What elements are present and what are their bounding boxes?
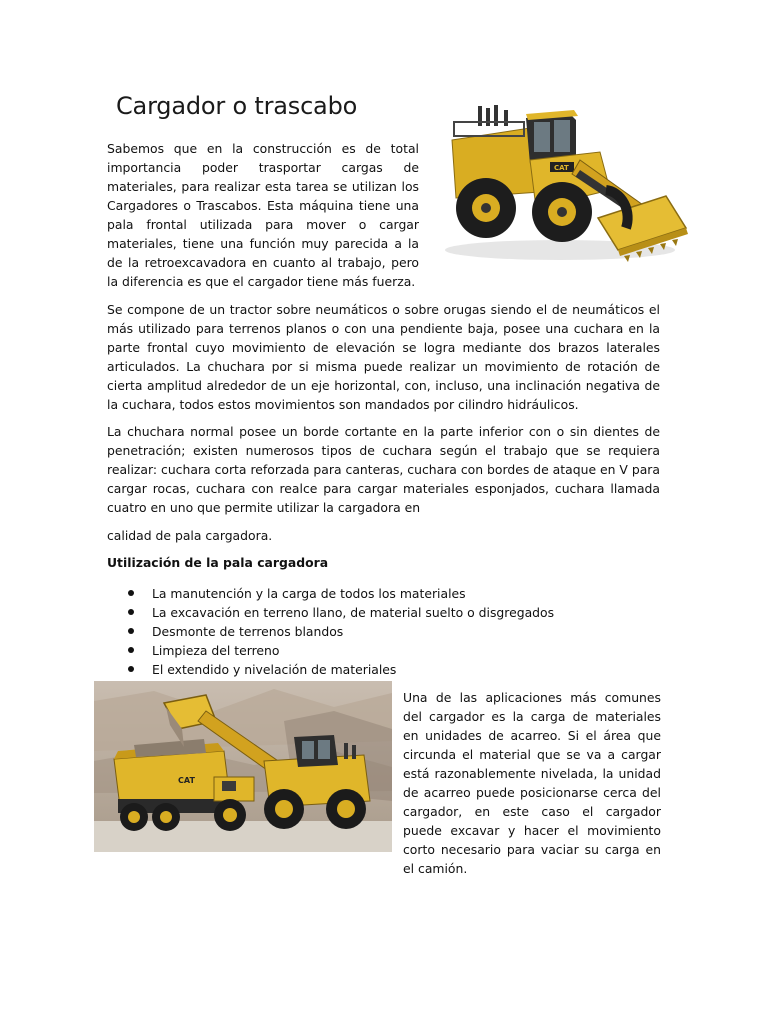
bucket-paragraph-continued: calidad de pala cargadora. [107, 528, 273, 543]
loading-truck-image [94, 681, 392, 852]
application-paragraph: Una de las aplicaciones más comunes del cargador es la carga de materiales en unidades de acarreo. Si el área que circunda el material que se va a cargar está razonablemente nivelada, la unidad de acarreo puede posicionarse cerca del cargador, en este caso el cargador puede excavar y hacer el movimiento corto necesario para vaciar su carga en el camión. [403, 690, 661, 876]
wheel-loader-image [430, 100, 692, 272]
truck-logo: CAT [178, 776, 195, 785]
intro-paragraph: Sabemos que en la construcción es de total importancia poder trasportar cargas de materiales, para realizar esta tarea se utilizan los Cargadores o Trascabos. Esta máquina tiene una pala frontal utilizada para mover o cargar materiales, tiene una función muy parecida a la de la retroexcavadora en cuanto al trabajo, pero la diferencia es que el cargador tiene más fuerza. [107, 141, 419, 289]
list-item: Limpieza del terreno [128, 641, 554, 660]
wheel-loader-illustration [430, 100, 692, 272]
list-item: Desmonte de terrenos blandos [128, 622, 554, 641]
list-item: La excavación en terreno llano, de material suelto o disgregados [128, 603, 554, 622]
uses-list [128, 584, 554, 679]
quarry-loading-illustration [94, 681, 392, 852]
bucket-paragraph: La chuchara normal posee un borde cortante en la parte inferior con o sin dientes de penetración; existen numerosos tipos de cuchara según el trabajo que se requiera realizar: cuchara corta reforzada para canteras, cuchara con bordes de ataque en V para cargar rocas, cuchara con realce para cargar materiales esponjados, cuchara llamada cuatro en uno que permite utilizar la cargadora en [107, 424, 660, 515]
section-heading: Utilización de la pala cargadora [107, 555, 329, 570]
list-item: El extendido y nivelación de materiales [128, 660, 554, 679]
loader-logo: CAT [554, 164, 569, 172]
list-item: La manutención y la carga de todos los materiales [128, 584, 554, 603]
composition-paragraph: Se compone de un tractor sobre neumáticos o sobre orugas siendo el de neumáticos el más utilizado para terrenos planos o con una pendiente baja, posee una cuchara en la parte frontal cuyo movimiento de elevación se logra mediante dos brazos laterales articulados. La chuchara por si misma puede realizar un movimiento de rotación de cierta amplitud alrededor de un eje horizontal, con, incluso, una inclinación negativa de la cuchara, todos estos movimientos son mandados por cilindro hidráulicos. [107, 302, 660, 412]
page-title: Cargador o trascabo [116, 92, 358, 120]
